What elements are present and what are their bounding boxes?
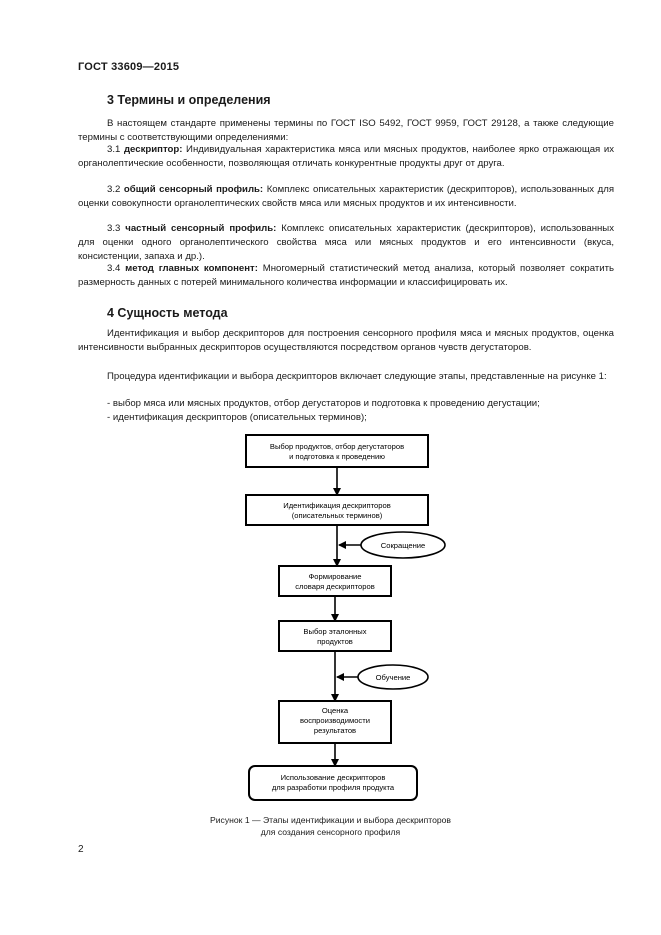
- flow-box-text: Использование дескрипторов: [280, 773, 386, 782]
- figure-caption-line-1: Рисунок 1 — Этапы идентификации и выбора дескрипторов: [210, 815, 451, 825]
- flow-box-text: Оценка: [321, 706, 349, 715]
- section-3-intro: В настоящем стандарте применены термины по ГОСТ ISO 5492, ГОСТ 9959, ГОСТ 29128, а также следующие термины с соответствующими определениями:: [78, 118, 614, 144]
- flow-box-text: Формирование: [308, 572, 362, 581]
- flow-side-input-training: [337, 665, 428, 689]
- term-name: дескриптор:: [123, 144, 183, 155]
- flow-box-text: словаря дескрипторов: [295, 582, 375, 591]
- term-definition: Многомерный статистический метод анализа, который позволяет сократить размерность данных с потерей минимального количества информации и классифицировать их.: [78, 263, 615, 289]
- term-name: метод главных компонент:: [125, 263, 258, 274]
- flow-side-text: Обучение: [375, 673, 411, 682]
- term-name: общий сенсорный профиль:: [123, 184, 264, 195]
- term-definition: Комплекс описательных характеристик (дескрипторов), использованных для оценки совокупности органолептических свойств мяса или мясных продуктов и их интенсивности.: [78, 184, 615, 210]
- flow-box-text: (описательных терминов): [291, 511, 383, 520]
- flow-box-reference-products: [279, 621, 391, 651]
- term-definition: Индивидуальная характеристика мяса или мясных продуктов, наиболее ярко отражающая их органолептические особенности, позволяющая отличать конкурентные продукты друг от друга.: [78, 144, 615, 170]
- term-definition: Комплекс описательных характеристик (дескрипторов), использованных для оценки одного органолептического свойства мяса или мясных продуктов и его интенсивности (вкуса, консистенции, запаха и др.).: [78, 223, 614, 263]
- flow-box-reproducibility: [279, 701, 391, 743]
- figure-caption-line-2: для создания сенсорного профиля: [260, 827, 401, 837]
- section-4-title: 4 Сущность метода: [107, 306, 228, 320]
- section-4-paragraph-2: Процедура идентификации и выбора дескрипторов включает следующие этапы, представленные на рисунке 1:: [107, 371, 607, 382]
- term-number: 3.1: [107, 144, 121, 155]
- term-name: частный сенсорный профиль:: [125, 223, 277, 234]
- flow-box-text: для разработки профиля продукта: [271, 783, 395, 792]
- term-number: 3.3: [107, 223, 121, 234]
- flow-side-text: Сокращение: [380, 541, 426, 550]
- flow-box-text: и подготовка к проведению: [289, 452, 385, 461]
- flow-box-text: продуктов: [317, 637, 353, 646]
- document-code: ГОСТ 33609—2015: [78, 61, 180, 73]
- section-4-paragraph-1: Идентификация и выбор дескрипторов для построения сенсорного профиля мяса и мясных продуктов, оценка интенсивности выбранных дескрипторов осуществляются посредством органов чувств дегустаторов.: [78, 328, 614, 354]
- list-item: - выбор мяса или мясных продуктов, отбор дегустаторов и подготовка к проведению дегустации;: [107, 398, 540, 409]
- flow-box-profile-development: [249, 766, 417, 800]
- list-item: - идентификация дескрипторов (описательных терминов);: [107, 412, 367, 423]
- flow-box-selection: [246, 435, 428, 467]
- section-3-title: 3 Термины и определения: [107, 93, 271, 107]
- flow-box-identification: [246, 495, 428, 525]
- flow-box-text: Идентификация дескрипторов: [283, 501, 391, 510]
- flow-side-input-reduction: [339, 532, 445, 558]
- term-number: 3.2: [107, 184, 121, 195]
- flow-box-text: Выбор продуктов, отбор дегустаторов: [269, 442, 405, 451]
- flow-box-text: воспроизводимости: [300, 716, 370, 725]
- flow-box-vocabulary: [279, 566, 391, 596]
- flow-box-text: Выбор эталонных: [303, 627, 367, 636]
- flow-box-text: результатов: [313, 726, 357, 735]
- page-number: 2: [78, 844, 84, 855]
- term-number: 3.4: [107, 263, 121, 274]
